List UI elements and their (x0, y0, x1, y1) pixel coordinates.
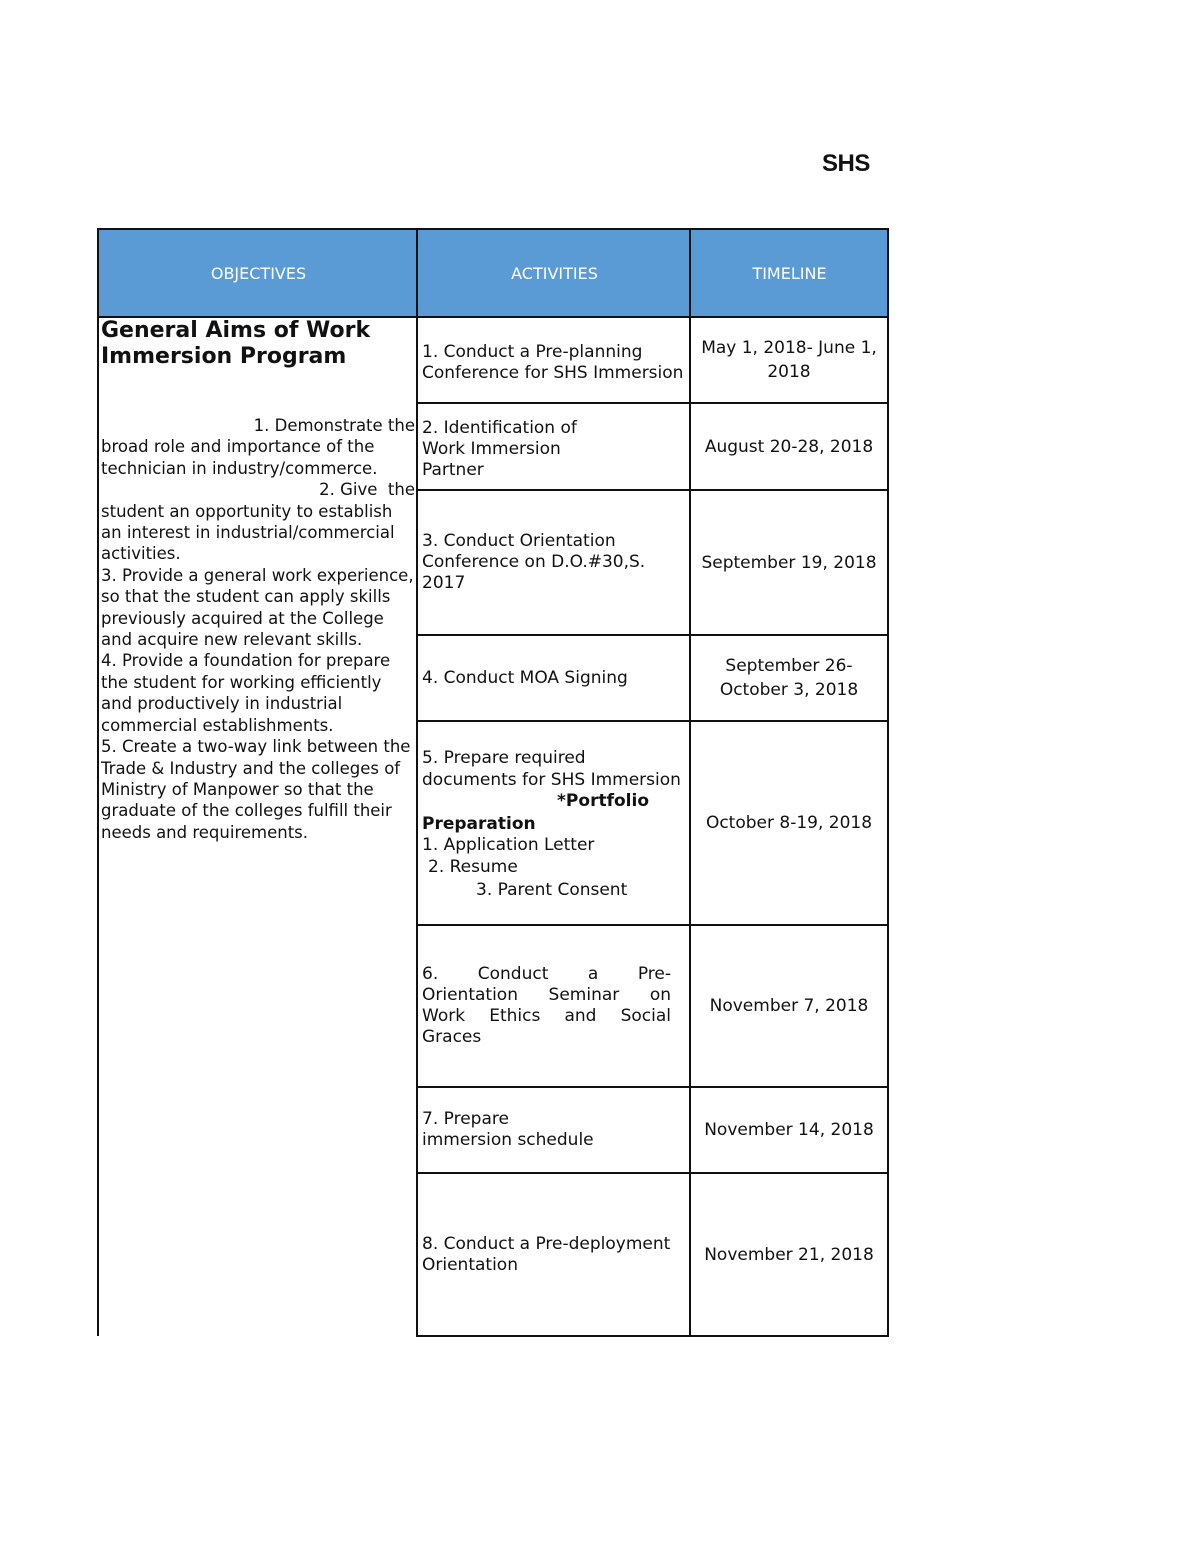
timeline-cell: May 1, 2018- June 1, 2018 (701, 338, 877, 382)
objective-5: 5. Create a two-way link between the Trade & Industry and the colleges of Ministry of Manpower so that the graduate of the colleges fulfill their needs and requirements. (101, 737, 411, 842)
preparation-item-2: 2. Resume (428, 856, 518, 877)
header-timeline: TIMELINE (691, 229, 888, 317)
table-border-bottom (417, 1335, 889, 1337)
activity-text: Work Ethics and Social (422, 1006, 671, 1026)
timeline-cell (691, 636, 887, 720)
timeline-cell: October 8-19, 2018 (705, 813, 873, 833)
objectives-list (101, 415, 415, 843)
table-border-left (97, 228, 99, 1336)
activity-cell (418, 748, 689, 924)
activity-cell (418, 491, 689, 634)
document-title: SHS (822, 150, 870, 177)
portfolio-label: *Portfolio (557, 791, 649, 811)
timeline-cell: November 21, 2018 (704, 1244, 874, 1265)
header-objectives: OBJECTIVES (99, 229, 418, 317)
timeline-text: September 26- (725, 656, 853, 676)
objective-2-start: 2. Give the (319, 480, 415, 500)
table-border-right (887, 228, 889, 1337)
objective-3: 3. Provide a general work experience, so that the student can apply skills previously acquired at the College and acquire new relevant skills. (101, 565, 414, 650)
objective-1-start: 1. Demonstrate the (253, 416, 415, 435)
activity-text: 2. Identification of (422, 418, 577, 438)
timeline-cell: September 19, 2018 (701, 552, 877, 573)
objective-1-rest: broad role and importance of the technician in industry/commerce. (101, 437, 378, 478)
activity-text: Work Immersion (422, 439, 561, 459)
timeline-cell: November 7, 2018 (709, 996, 869, 1016)
objective-2-rest: student an opportunity to establish an interest in industrial/commercial activities. (101, 501, 395, 564)
header-activities: ACTIVITIES (418, 229, 691, 317)
activity-text: 3. Conduct Orientation Conference on D.O.#30,S. 2017 (422, 531, 646, 593)
activity-text: immersion schedule (422, 1130, 594, 1150)
timeline-cell: August 20-28, 2018 (704, 436, 874, 457)
preparation-label: Preparation (422, 813, 536, 834)
activity-text: 4. Conduct MOA Signing (422, 667, 628, 688)
activity-text: 6. Conduct a Pre- (422, 964, 671, 984)
table-border-top (97, 228, 889, 230)
timeline-text: October 3, 2018 (719, 680, 859, 700)
activity-cell (418, 926, 689, 1086)
activity-text: documents for SHS Immersion (422, 769, 681, 790)
activity-cell (418, 318, 689, 402)
activity-text: Partner (422, 460, 484, 480)
activity-text: 1. Conduct a Pre-planning Conference for SHS Immersion (422, 342, 684, 383)
activity-text: Orientation Seminar on (422, 985, 671, 1005)
timeline-cell: November 14, 2018 (704, 1120, 874, 1140)
preparation-item-3: 3. Parent Consent (476, 880, 628, 900)
activity-cell (418, 404, 689, 489)
activity-cell (418, 1174, 689, 1335)
objective-4: 4. Provide a foundation for prepare the student for working efficiently and productively in industrial commercial establishments. (101, 651, 391, 735)
objectives-heading: General Aims of Work Immersion Program (101, 318, 371, 369)
preparation-item-1: 1. Application Letter (422, 835, 595, 855)
activity-text: 7. Prepare (422, 1109, 509, 1129)
activity-cell (418, 636, 689, 720)
activity-text: Graces (422, 1027, 482, 1047)
activity-text: 5. Prepare required (422, 748, 586, 768)
activity-text: 8. Conduct a Pre-deployment Orientation (422, 1233, 671, 1275)
activity-cell (418, 1088, 689, 1172)
